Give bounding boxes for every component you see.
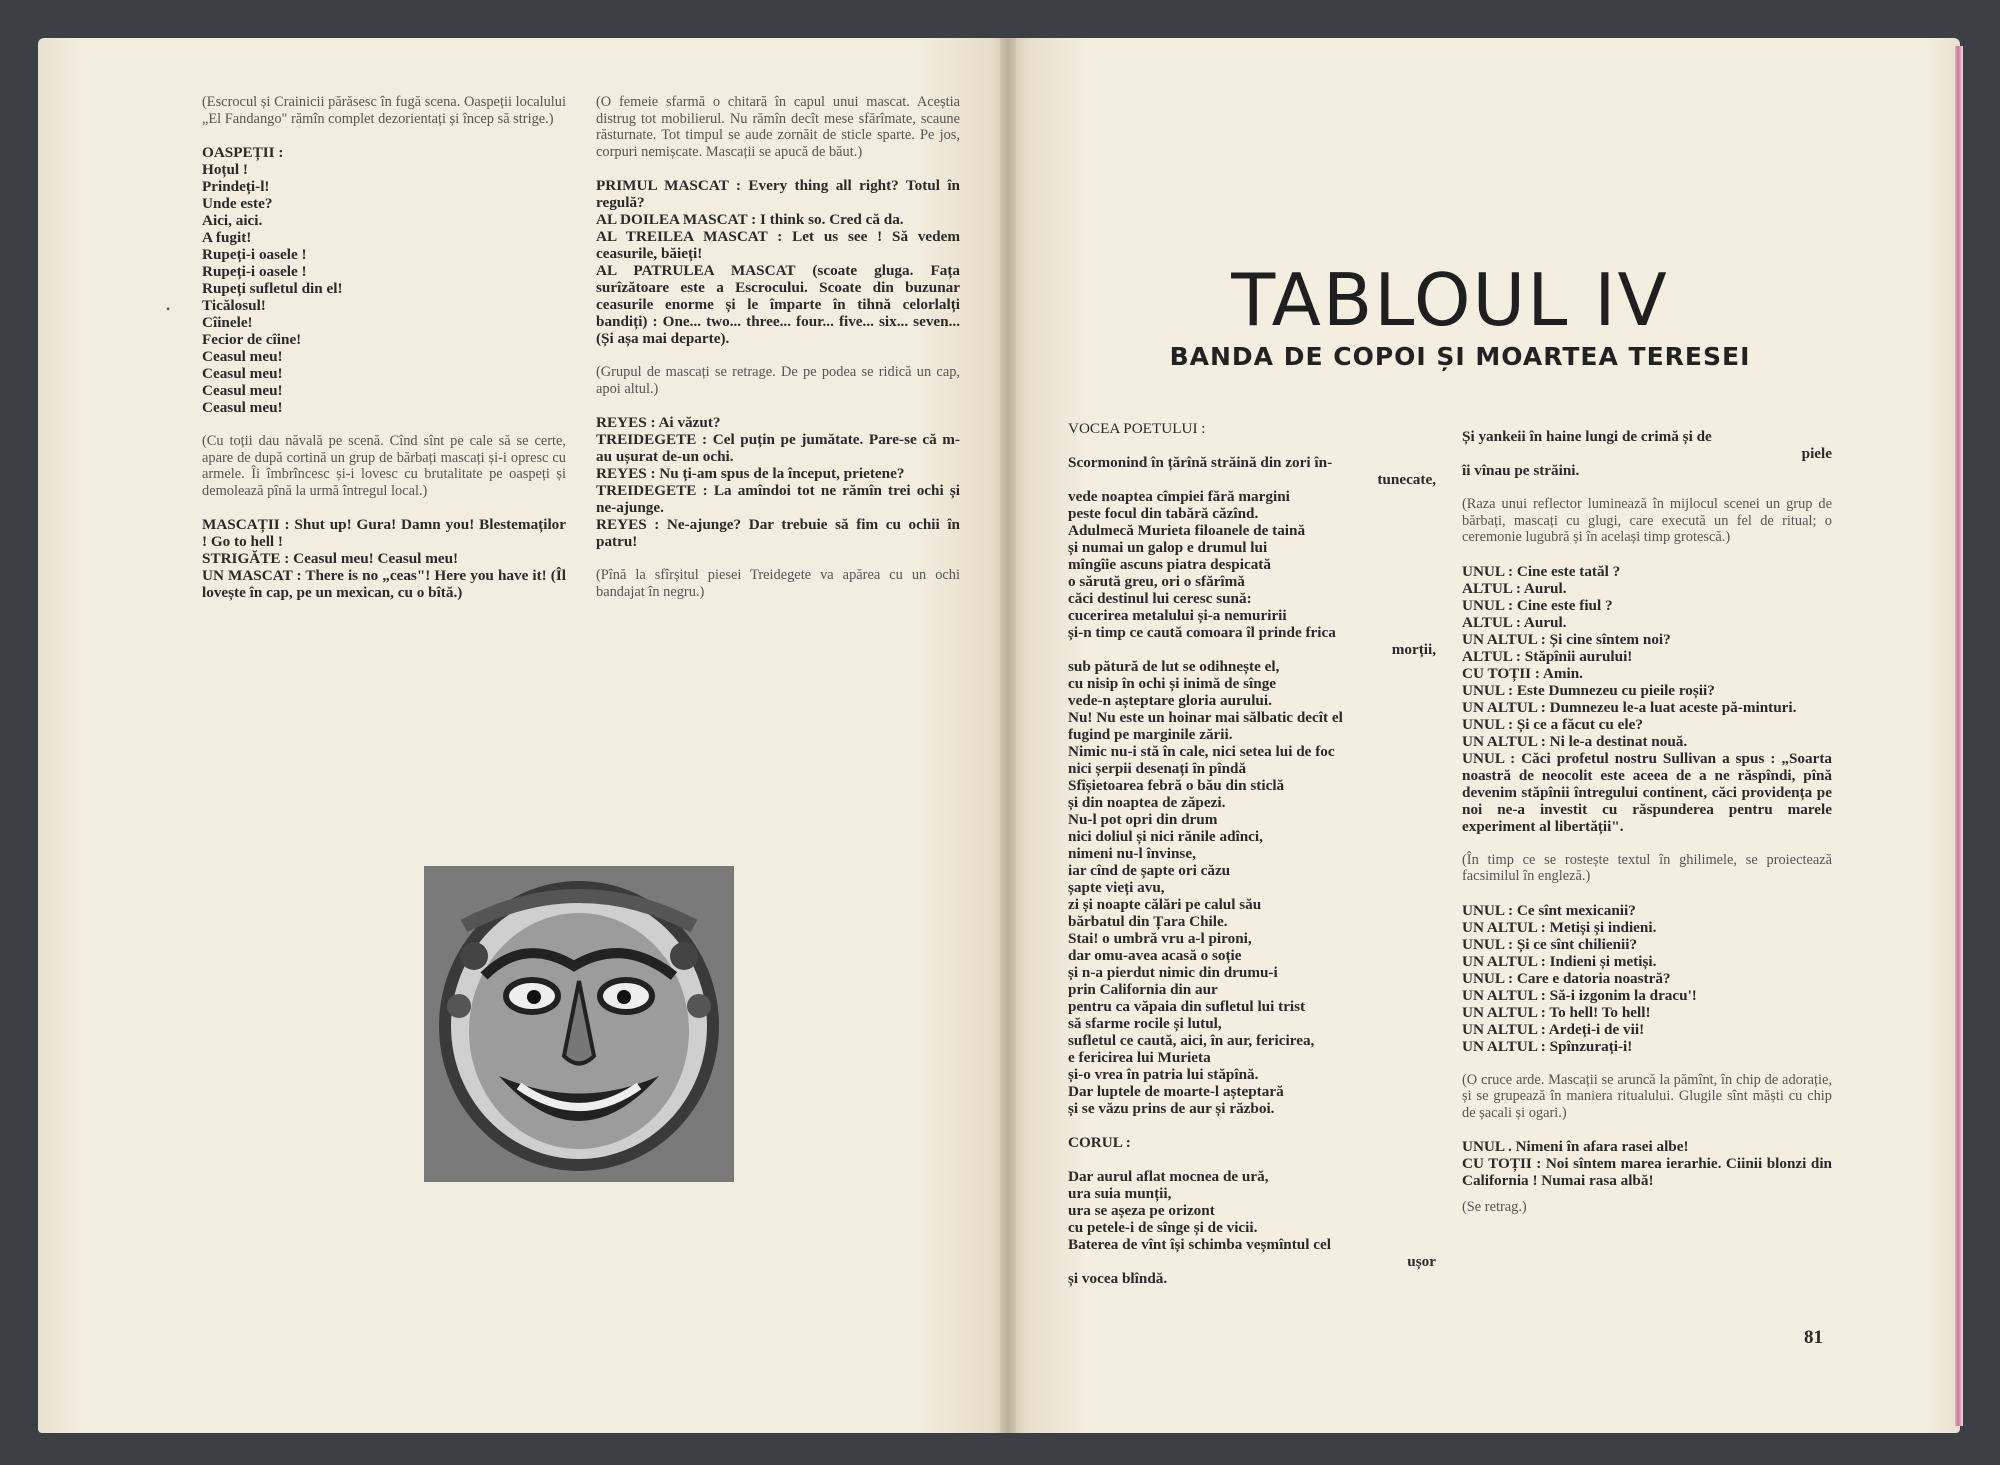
text-line: Adulmecă Murieta filoanele de taină [1068,522,1306,539]
stage-direction: (Cu toții dau năvală pe scenă. Cînd sînt pe cale să se certe, apare de după cortină un grup de bărbați mascați și-i opresc cu armele. Îi îmbrîncesc și-i lovesc cu brutalitate pe oaspeți și demolează pînă la urmă întregul local.) [202,433,566,499]
text-line: sub pătură de lut se odihnește el, [1068,658,1280,675]
text-line: cu petele-i de sînge și de vicii. [1068,1219,1258,1236]
text-line: REYES : Nu ți-am spus de la început, prietene? [596,465,905,482]
text-line: UN ALTUL : Ardeți-i de vii! [1462,1020,1645,1038]
text-line: PRIMUL MASCAT : Every thing all right? Totul în regulă? [596,177,960,211]
text-line: UNUL : Și ce a făcut cu ele? [1462,715,1643,733]
text-line: Hoțul ! [202,161,248,178]
text-line: Ceasul meu! [202,348,283,365]
speaker-label: OASPEȚII : [202,144,284,161]
dialogue-block [1462,902,1832,1055]
text-line: Baterea de vînt își schimba veșmîntul cel [1068,1236,1331,1253]
dialogue-block [1462,563,1832,835]
speech-lines [202,161,566,416]
text-line: UNUL : Căci profetul nostru Sullivan a spus : „Soarta noastră de neocolit este aceea de a ne răspîndi, pînă devenim stăpînii întregului continent, căci providența pe noi ne-a investit cu răspunderea pentru marele experiment al libertății". [1462,749,1832,835]
stage-direction: (Grupul de mascați se retrage. De pe podea se ridică un cap, apoi altul.) [596,364,960,397]
text-line: Rupeți-i oasele ! [202,263,307,280]
dialogue-block [596,414,960,550]
stage-direction: (O femeie sfarmă o chitară în capul unui mascat. Aceștia distrug tot mobilierul. Nu rămîn decît mese sfărîmate, scaune răsturnate. Tot timpul se aude zornăit de sticle sparte. Pe jos, corpuri nemișcate. Mascații se apucă de băut.) [596,94,960,160]
text-line: UN ALTUL : Ni le-a destinat nouă. [1462,732,1688,750]
theatre-mask-illustration [424,866,734,1182]
text-line: o sărută greu, ori o sfărîmă [1068,573,1245,590]
text-line: UN ALTUL : Și cine sîntem noi? [1462,630,1671,648]
text-line: Fecior de cîine! [202,331,302,348]
text-line: Dar aurul aflat mocnea de ură, [1068,1168,1269,1185]
text-line: CU TOȚII : Noi sîntem marea ierarhie. Ciinii blonzi din California ! Numai rasa albă! [1462,1155,1832,1189]
text-line: UN ALTUL : To hell! To hell! [1462,1003,1651,1021]
dialogue-block [1462,1138,1832,1189]
text-line: Nimic nu-i stă în cale, nici setea lui de foc [1068,743,1335,760]
text-line: ALTUL : Aurul. [1462,579,1567,597]
text-line: și n-a pierdut nimic din drumu-i [1068,964,1278,981]
text-line: UNUL : Cine este fiul ? [1462,596,1613,614]
text-line: nimeni nu-l învinse, [1068,845,1196,862]
text-line: cucerirea metalului și-a nemuririi [1068,607,1287,624]
right-column-1 [1068,420,1436,1287]
text-line: bărbatul din Țara Chile. [1068,913,1228,930]
text-line: UNUL : Care e datoria noastră? [1462,969,1671,987]
chapter-subtitle: BANDA DE COPOI ȘI MOARTEA TERESEI [1169,342,1751,371]
text-line: UNUL : Și ce sînt chilienii? [1462,935,1638,953]
right-column-2 [1462,428,1832,1216]
text-line: piele [1801,445,1832,462]
text-line: iar cînd de șapte ori căzu [1068,862,1231,879]
text-line: UNUL : Ce sînt mexicanii? [1462,901,1636,919]
text-line: CU TOȚII : Amin. [1462,664,1583,682]
text-line: UN ALTUL : Indieni și metiși. [1462,952,1657,970]
text-line: AL DOILEA MASCAT : I think so. Cred că da. [596,211,904,228]
text-line: TREIDEGETE : Cel puțin pe jumătate. Pare-se că m-au ușurat de-un ochi. [596,431,960,465]
text-line: sufletul ce caută, aici, în aur, fericirea, [1068,1032,1315,1049]
text-line: UNUL : Cine este tatăl ? [1462,562,1621,580]
text-line: șapte vieți avu, [1068,879,1165,896]
text-line: UN ALTUL : Să-i izgonim la dracu'! [1462,986,1697,1004]
text-line: și din noaptea de zăpezi. [1068,794,1226,811]
text-line: e fericirea lui Murieta [1068,1049,1211,1066]
text-line: UN MASCAT : There is no „ceas"! Here you have it! (Îl lovește în cap, pe un mexican, cu o bîtă.) [202,567,566,601]
stage-direction: (Escrocul și Crainicii părăsesc în fugă scena. Oaspeții localului „El Fandango" rămîn complet dezorientați și încep să strige.) [202,94,566,127]
text-line: Unde este? [202,195,273,212]
text-line: UN ALTUL : Dumnezeu le-a luat aceste pă-minturi. [1462,698,1797,716]
text-line: Scormonind în țărînă străină din zori în- [1068,454,1333,471]
text-line: Ticălosul! [202,297,266,314]
text-line: căci destinul lui ceresc sună: [1068,590,1252,607]
text-line: și numai un galop e drumul lui [1068,539,1268,556]
text-line: dar omu-avea acasă o soție [1068,947,1242,964]
stage-direction: (În timp ce se rostește textul în ghilimele, se proiectează facsimilul în engleză.) [1462,851,1832,884]
text-line: și-o vrea în patria lui stăpînă. [1068,1066,1259,1083]
text-line: Cîinele! [202,314,253,331]
text-line: Rupeți-i oasele ! [202,246,307,263]
text-line: Aici, aici. [202,212,263,229]
text-line: ura suia munții, [1068,1185,1172,1202]
text-line: ura se așeza pe orizont [1068,1202,1215,1219]
text-line: Ceasul meu! [202,399,283,416]
stage-direction: (Pînă la sfîrșitul piesei Treidegete va apărea cu un ochi bandajat în negru.) [596,567,960,600]
speaker-label: CORUL : [1068,1134,1131,1151]
text-line: vede noaptea cîmpiei fără margini [1068,488,1290,505]
page-edge-bookmark [1955,46,1963,1426]
text-line: ușor [1407,1253,1436,1270]
left-column-2 [596,94,960,617]
text-line: nici șerpii desenați în pîndă [1068,760,1247,777]
text-line: ALTUL : Stăpînii aurului! [1462,647,1633,665]
text-line: pentru ca văpaia din sufletul lui trist [1068,998,1306,1015]
text-line: și vocea blîndă. [1068,1270,1168,1287]
chorus-lines [1068,1168,1436,1287]
text-line: Ceasul meu! [202,382,283,399]
text-line: UN ALTUL : Metiși și indieni. [1462,918,1657,936]
text-line: morții, [1391,641,1436,658]
text-line: peste focul din tabără căzînd. [1068,505,1259,522]
text-line: vede-n așteptare gloria aurului. [1068,692,1272,709]
text-line: și-n timp ce caută comoara îl prinde frica [1068,624,1336,641]
stage-direction: (Raza unui reflector luminează în mijlocul scenei un grup de bărbați, mascați cu glugi, care execută un fel de ritual; o ceremonie lugubră și în același timp grotescă.) [1462,496,1832,545]
text-line: și se văzu prins de aur și război. [1068,1100,1275,1117]
text-line: MASCAȚII : Shut up! Gura! Damn you! Blestemaților ! Go to hell ! [202,516,566,550]
text-line: fugind pe marginile zării. [1068,726,1233,743]
text-line: ALTUL : Aurul. [1462,613,1567,631]
left-column-1 [202,94,566,601]
text-line: TREIDEGETE : La amîndoi tot ne rămîn trei ochi și ne-ajunge. [596,482,960,516]
text-line: tunecate, [1377,471,1436,488]
margin-mark: • [166,302,171,316]
text-line: nici doliul și nici rănile adînci, [1068,828,1263,845]
speaker-label: VOCEA POETULUI : [1068,420,1206,437]
text-line: STRIGĂTE : Ceasul meu! Ceasul meu! [202,550,459,567]
page-number: 81 [1804,1327,1823,1348]
text-line: AL PATRULEA MASCAT (scoate gluga. Fața surîzătoare este a Escrocului. Scoate din buzunar ceasurile enorme și le împarte în tihnă celorlalți bandiți) : One... two... three... four... five... six... seven... (Și așa mai departe). [596,262,960,347]
text-line: Și yankeii în haine lungi de crimă și de [1462,428,1712,445]
dialogue-block [596,177,960,347]
text-line: Nu! Nu este un hoinar mai sălbatic decît el [1068,709,1343,726]
stage-direction: (Se retrag.) [1462,1199,1527,1215]
stage-direction: (O cruce arde. Mascații se aruncă la pămînt, în chip de adorație, și se grupează în maniera ritualului. Glugile sînt măști cu chip de șacali și ogari.) [1462,1071,1832,1121]
text-line: mîngîie ascuns piatra despicată [1068,556,1271,573]
text-line: Stai! o umbră vru a-l pironi, [1068,930,1252,947]
text-line: Prindeți-l! [202,178,270,195]
text-line: Ceasul meu! [202,365,283,382]
text-line: să sfarme rocile și lutul, [1068,1015,1222,1032]
text-line: prin California din aur [1068,981,1218,998]
text-line: zi și noapte călări pe calul său [1068,896,1262,913]
book-spine [1000,38,1016,1433]
text-line: cu nisip în ochi și inimă de sînge [1068,675,1277,692]
text-line: UNUL : Este Dumnezeu cu pieile roșii? [1462,681,1715,699]
text-line: Sfîșietoarea febră o bău din sticlă [1068,777,1285,794]
grotesque-theatre-mask-icon [424,866,734,1182]
poem-lines [1462,428,1832,479]
text-line: îi vînau pe străini. [1462,462,1580,479]
dialogue-block [202,516,566,601]
chapter-title: TABLOUL IV [1231,258,1669,342]
text-line: UN ALTUL : Spînzurați-i! [1462,1037,1633,1055]
text-line: REYES : Ne-ajunge? Dar trebuie să fim cu ochii în patru! [596,516,960,550]
text-line: Nu-l pot opri din drum [1068,811,1218,828]
text-line: REYES : Ai văzut? [596,414,721,431]
poem-lines [1068,454,1436,1117]
text-line: A fugit! [202,229,252,246]
text-line: Rupeți sufletul din el! [202,280,343,297]
text-line: AL TREILEA MASCAT : Let us see ! Să vedem ceasurile, băieți! [596,228,960,262]
text-line: UNUL . Nimeni în afara rasei albe! [1462,1138,1689,1155]
text-line: Dar luptele de moarte-l așteptară [1068,1083,1284,1100]
